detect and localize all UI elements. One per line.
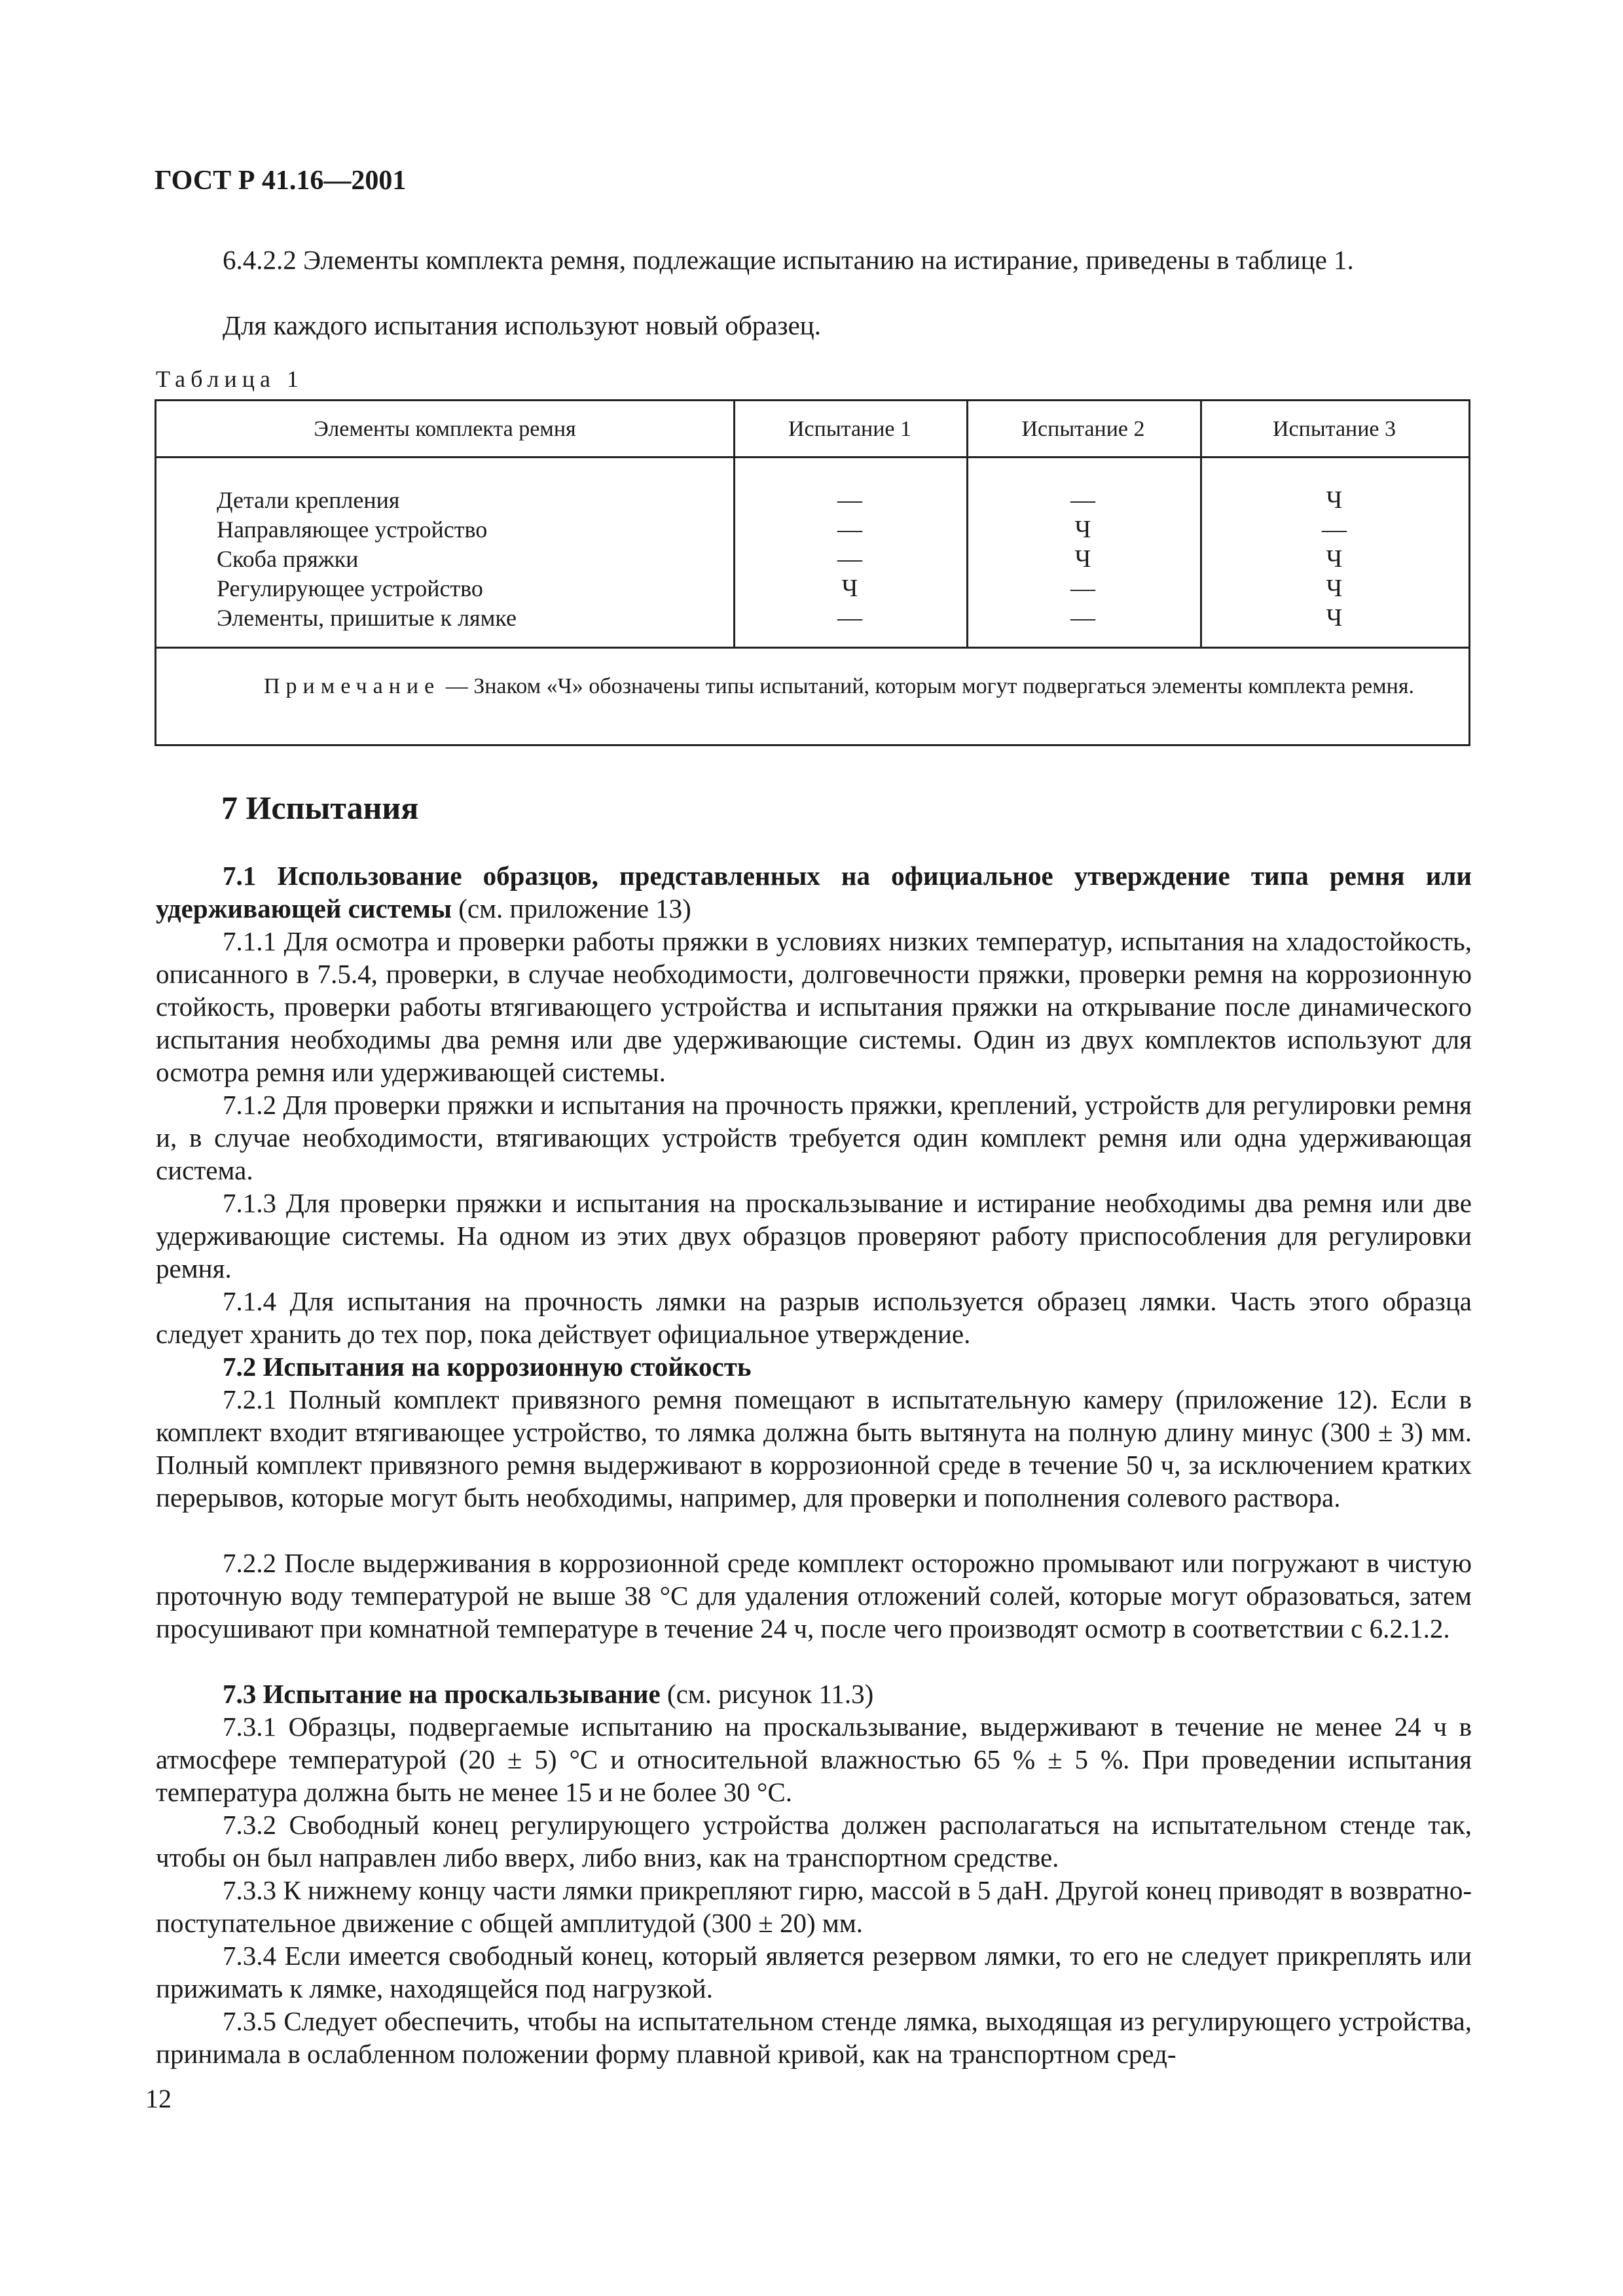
subsection-7-3-title: 7.3 Испытание на проскальзывание (223, 1679, 661, 1709)
table-cell: — (837, 545, 862, 573)
paragraph-7-2-2: 7.2.2 После выдерживания в коррозионной среде комплект осторожно промывают или погружают в чистую проточную воду температурой не выше 38 °С для удаления отложений солей, которые могут образоваться, затем просушивают при комнатной температуре в течение 24 ч, после чего производят осмотр в соответствии с 6.2.1.2. (156, 1548, 1472, 1643)
table-cell: — (837, 486, 862, 514)
table-header-test-3: Испытание 3 (1272, 417, 1396, 441)
table-cell: Ч (1074, 516, 1091, 543)
table-row-label: Направляющее устройство (217, 516, 488, 543)
table-note-label: Примечание (264, 674, 441, 698)
document-header: ГОСТ Р 41.16—2001 (155, 166, 407, 196)
table-header-elements: Элементы комплекта ремня (314, 417, 576, 441)
paragraph-7-3-2: 7.3.2 Свободный конец регулирующего устройства должен располагаться на испытательном стенде так, чтобы он был направлен либо вверх, либо вниз, как на транспортном средстве. (156, 1810, 1472, 1873)
subsection-7-2-heading (156, 1350, 1472, 1383)
table-cell: Ч (1326, 604, 1343, 632)
table-cell: — (837, 604, 862, 632)
table-header-divider (156, 456, 1468, 458)
table-cell: — (837, 516, 862, 543)
paragraph-7-3-3: 7.3.3 К нижнему концу части лямки прикрепляют гирю, массой в 5 даН. Другой конец приводят в возвратно-поступательное движение с общей амплитудой (300 ± 20) мм. (156, 1875, 1472, 1938)
table-note-text: — Знаком «Ч» обозначены типы испытаний, которым могут подвергаться элементы комплекта ремня. (445, 674, 1414, 698)
paragraph-7-1-1: 7.1.1 Для осмотра и проверки работы пряжки в условиях низких температур, испытания на хладостойкость, описанного в 7.5.4, проверки, в случае необходимости, долговечности пряжки, проверки ремня на коррозионную стойкость, проверки работы втягивающего устройства и испытания пряжки на открывание после динамического испытания необходимы два ремня или две удерживающие системы. Один из двух комплектов используют для осмотра ремня или удерживающей системы. (156, 926, 1472, 1087)
subsection-7-3-ref: (см. рисунок 11.3) (666, 1679, 874, 1709)
table-cell: Ч (1326, 545, 1343, 573)
subsection-7-1-ref: (см. приложение 13) (458, 893, 691, 924)
paragraph-7-2-1: 7.2.1 Полный комплект привязного ремня помещают в испытательную камеру (приложение 12). Если в комплект входит втягивающее устройство, то лямка должна быть вытянута на полную длину минус (300 ± 3) мм. Полный комплект привязного ремня выдерживают в коррозионной среде в течение 50 ч, за исключением кратких перерывов, которые могут быть необходимы, например, для проверки и пополнения солевого раствора. (156, 1384, 1472, 1513)
table-note-divider (156, 647, 1468, 649)
table-row-label: Регулирующее устройство (217, 575, 483, 601)
paragraph-7-3-1: 7.3.1 Образцы, подвергаемые испытанию на проскальзывание, выдерживают в течение не менее 24 ч в атмосфере температурой (20 ± 5) °С и относительной влажностью 65 % ± 5 %. При проведении испытания температура должна быть не менее 15 и не более 30 °С. (156, 1712, 1472, 1807)
table-cell: — (1322, 516, 1347, 543)
paragraph-7-1-3: 7.1.3 Для проверки пряжки и испытания на проскальзывание и истирание необходимы два ремня или две удерживающие системы. На одном из этих двух образцов проверяют работу приспособления для регулировки ремня. (156, 1188, 1472, 1283)
table-cell: Ч (841, 575, 858, 602)
paragraph-7-3-4: 7.3.4 Если имеется свободный конец, который является резервом лямки, то его не следует прикреплять или прижимать к лямке, находящейся под нагрузкой. (156, 1941, 1472, 2003)
table-cell: — (1070, 575, 1095, 602)
paragraph-7-3-5: 7.3.5 Следует обеспечить, чтобы на испытательном стенде лямка, выходящая из регулирующего устройства, принимала в ослабленном положении форму плавной кривой, как на транспортном сред- (156, 2006, 1472, 2069)
table-header-test-1: Испытание 1 (788, 417, 912, 441)
paragraph-7-1-4: 7.1.4 Для испытания на прочность лямки на разрыв используется образец лямки. Часть этого образца следует хранить до тех пор, пока действует официальное утверждение. (156, 1286, 1472, 1349)
table-caption: Таблица 1 (156, 366, 304, 392)
table-cell: Ч (1326, 486, 1343, 514)
table-row-label: Скоба пряжки (217, 546, 359, 572)
page-number: 12 (145, 2084, 172, 2113)
table-cell: — (1070, 604, 1095, 632)
table-row-label: Элементы, пришитые к лямке (217, 605, 517, 631)
table-1 (155, 399, 1470, 746)
section-7-title: 7 Испытания (221, 789, 419, 826)
table-note (196, 672, 1440, 702)
paragraph-new-sample: Для каждого испытания используют новый образец. (223, 310, 821, 340)
subsection-7-1-heading (156, 859, 1472, 925)
table-cell: Ч (1074, 545, 1091, 573)
table-cell: Ч (1326, 575, 1343, 602)
subsection-7-2-title: 7.2 Испытания на коррозионную стойкость (223, 1352, 752, 1382)
table-header-test-2: Испытание 2 (1021, 417, 1145, 441)
subsection-7-3-heading (156, 1677, 1472, 1710)
paragraph-6-4-2-2: 6.4.2.2 Элементы комплекта ремня, подлежащие испытанию на истирание, приведены в таблице 1. (223, 245, 1354, 275)
table-cell: — (1070, 486, 1095, 514)
paragraph-7-1-2: 7.1.2 Для проверки пряжки и испытания на прочность пряжки, креплений, устройств для регулировки ремня и, в случае необходимости, втягивающих устройств требуется один комплект ремня или одна удерживающая система. (156, 1090, 1472, 1185)
subsection-7-1-title: 7.1 Использование образцов, представленных на официальное утверждение типа ремня или удерживающей системы (156, 861, 1472, 924)
table-row-label: Детали крепления (217, 487, 400, 513)
